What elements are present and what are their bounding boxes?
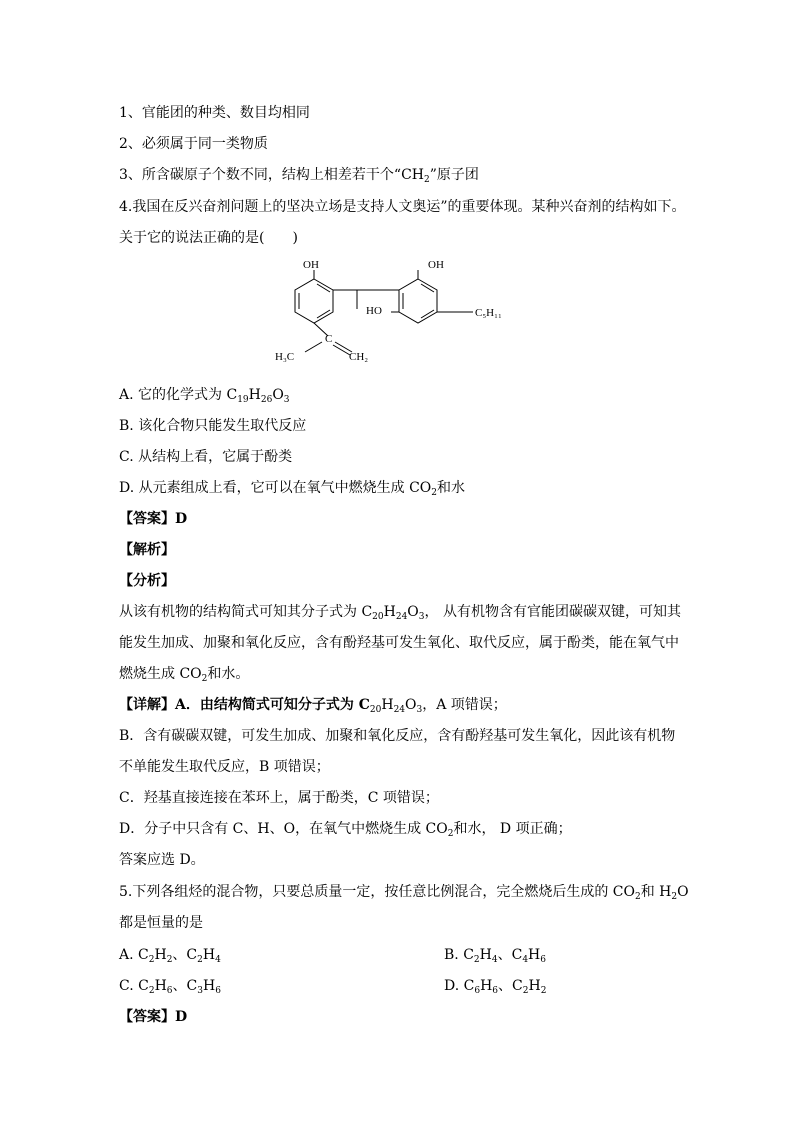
c5h11-label: C₅H₁₁ [475, 307, 502, 319]
q4-option-d [119, 479, 465, 497]
f: D. C [444, 978, 475, 994]
q5-option-b [444, 946, 546, 964]
q4-detail-b-2: 不单能发生取代反应，B 项错误； [119, 759, 330, 775]
q5-stem-1-a: 5.下列各组烃的混合物，只要总质量一定，按任意比例混合，完全燃烧后生成的 CO [119, 884, 635, 900]
q5-option-d [444, 977, 546, 995]
c-label: C [325, 333, 333, 345]
q5-stem-1-post: O [677, 884, 689, 900]
q4-detail-d [119, 820, 572, 838]
ch2-label: CH₂ [349, 351, 369, 363]
q5-stem-1-mid: 和 H [640, 884, 672, 900]
q4-stem-line-1 [119, 198, 686, 216]
q4-detail-b-line-1 [119, 727, 675, 745]
f: C. C [119, 978, 149, 994]
q4-analysis-1-b: ， 从有机物含有官能团碳碳双键，可知其 [424, 604, 681, 620]
ho-label: HO [366, 305, 382, 317]
q5-answer [119, 1008, 187, 1026]
sub: 2 [201, 674, 208, 684]
sub: 6 [540, 955, 546, 965]
q4-detail-b-line-2 [119, 758, 330, 776]
rule-3-text-b: ”原子团 [429, 167, 479, 183]
q4-analysis-3-b: 和水。 [207, 666, 250, 682]
q4-option-d-text-post: 和水 [437, 480, 465, 496]
sub: 2 [540, 986, 547, 996]
q4-detail-a-text: 【详解】A．由结构简式可知分子式为 C [119, 697, 370, 713]
h3c-label: H₃C [275, 351, 295, 363]
f: H [528, 978, 541, 994]
f: 、C [172, 947, 198, 963]
rule-line-2 [119, 135, 268, 153]
sub: 2 [473, 955, 480, 965]
right-benzene-ring [399, 279, 437, 323]
sub: 2 [431, 488, 437, 498]
rule-3-subscript: 2 [423, 175, 430, 185]
q4-answer [119, 510, 187, 528]
q4-detail-c [119, 789, 439, 807]
q5-stem-2: 都是恒量的是 [119, 915, 203, 931]
q5-stem-line-2 [119, 914, 203, 932]
rule-line-3 [119, 166, 479, 184]
q5-answer-text: 【答案】D [119, 1009, 188, 1025]
sub: 4 [215, 955, 221, 965]
q4-option-a-text: A. 它的化学式为 C [119, 387, 238, 403]
alkene-double-bond-2 [333, 345, 350, 355]
q4-detail-a-h: H [381, 697, 394, 713]
sub: 6 [492, 986, 499, 996]
q4-analysis-3-a: 燃烧生成 CO [119, 666, 202, 682]
rule-line-1 [119, 104, 310, 122]
q4-detail-a-o: O [405, 697, 417, 713]
q4-fenxi-text: 【分析】 [119, 573, 175, 589]
oh-label-top-right: OH [428, 259, 444, 271]
f: H [202, 947, 216, 963]
sub: 2 [197, 955, 203, 965]
sub: 6 [474, 986, 481, 996]
q4-detail-a [119, 696, 507, 714]
c-methyl-bond [305, 342, 322, 352]
f: 、C [497, 947, 523, 963]
sub: 3 [416, 705, 423, 715]
q4-jiexi-heading [119, 541, 175, 559]
sub: 3 [197, 986, 203, 996]
q4-option-b-text: B. 该化合物只能发生取代反应 [119, 418, 307, 434]
q4-option-b [119, 417, 306, 435]
sub: 24 [395, 612, 408, 622]
sub: 20 [369, 705, 382, 715]
f: 、C [172, 978, 198, 994]
q4-option-c-text: C. 从结构上看，它属于酚类 [119, 449, 293, 465]
sub: 26 [260, 395, 273, 405]
f: H [480, 978, 493, 994]
q4-conclusion [119, 851, 205, 869]
sub: 2 [148, 986, 155, 996]
q4-option-a [119, 386, 290, 404]
sub: 20 [372, 612, 384, 622]
q4-analysis-line-3 [119, 665, 249, 683]
q4-detail-b-1: B．含有碳碳双键，可发生加成、加聚和氧化反应，含有酚羟基可发生氧化，因此该有机物 [119, 728, 676, 744]
q4-detail-d-post: 和水， D 项正确； [453, 821, 572, 837]
q4-analysis-1-a: 从该有机物的结构简式可知其分子式为 C [119, 604, 373, 620]
q4-option-d-text: D. 从元素组成上看，它可以在氧气中燃烧生成 CO [119, 480, 432, 496]
q4-option-a-o: O [272, 387, 284, 403]
q4-conclusion-text: 答案应选 D。 [119, 852, 205, 868]
sub: 2 [447, 829, 454, 839]
sub: 19 [237, 395, 249, 405]
sub: 2 [166, 955, 173, 965]
q5-option-c [119, 977, 221, 995]
oh-label-top-left: OH [303, 259, 319, 271]
sub: 2 [148, 955, 155, 965]
f: H [479, 947, 492, 963]
q5-stem-line-1 [119, 883, 689, 901]
sub: 24 [393, 705, 406, 715]
sub: 2 [522, 986, 529, 996]
q4-analysis-line-2 [119, 634, 679, 652]
left-ring-double-bond-2 [317, 284, 330, 292]
q4-analysis-1-h: H [383, 604, 396, 620]
q4-jiexi-text: 【解析】 [119, 542, 175, 558]
left-ring-double-bond-3 [317, 310, 330, 318]
rule-3-text-a: 3、所含碳原子个数不同，结构上相差若干个“CH [119, 167, 424, 183]
f: A. C [119, 947, 149, 963]
q4-stem-text-2: 关于它的说法正确的是( ) [119, 230, 298, 246]
q4-analysis-2: 能发生加成、加聚和氧化反应，含有酚羟基可发生氧化、取代反应，属于酚类，能在氧气中 [119, 635, 679, 651]
rule-1-text: 1、官能团的种类、数目均相同 [119, 105, 310, 121]
sub: 2 [635, 892, 641, 902]
f: H [154, 978, 167, 994]
sub: 3 [283, 395, 290, 405]
sub: 2 [671, 892, 678, 902]
q4-detail-d-text: D．分子中只含有 C、H、O，在氧气中燃烧生成 CO [119, 821, 448, 837]
q4-answer-text: 【答案】D [119, 511, 188, 527]
q5-option-a [119, 946, 221, 964]
sub: 6 [166, 986, 173, 996]
q4-stem-text-1: 4.我国在反兴奋剂问题上的坚决立场是支持人文奥运”的重要体现。某种兴奋剂的结构如下。 [119, 199, 686, 215]
q4-stem-line-2 [119, 229, 298, 247]
right-ring-double-bond-2 [421, 284, 434, 292]
q4-option-c [119, 448, 292, 466]
structural-formula-svg [265, 256, 535, 371]
q4-analysis-1-o: O [407, 604, 419, 620]
f: H [202, 978, 216, 994]
f: B. C [444, 947, 474, 963]
f: H [528, 947, 541, 963]
f: H [154, 947, 167, 963]
sub: 4 [491, 955, 498, 965]
q4-fenxi-heading [119, 572, 175, 590]
q4-analysis-line-1 [119, 603, 681, 621]
q4-detail-a-post: ，A 项错误； [422, 697, 507, 713]
q4-option-a-h: H [248, 387, 261, 403]
structural-formula [265, 256, 535, 371]
sub: 4 [522, 955, 529, 965]
sub: 3 [418, 612, 425, 622]
rule-2-text: 2、必须属于同一类物质 [119, 136, 268, 152]
q4-detail-c-text: C．羟基直接连接在苯环上，属于酚类，C 项错误； [119, 790, 439, 806]
f: 、C [498, 978, 523, 994]
left-benzene-ring [295, 279, 333, 323]
sub: 6 [215, 986, 221, 996]
right-ring-double-bond-3 [421, 310, 434, 318]
